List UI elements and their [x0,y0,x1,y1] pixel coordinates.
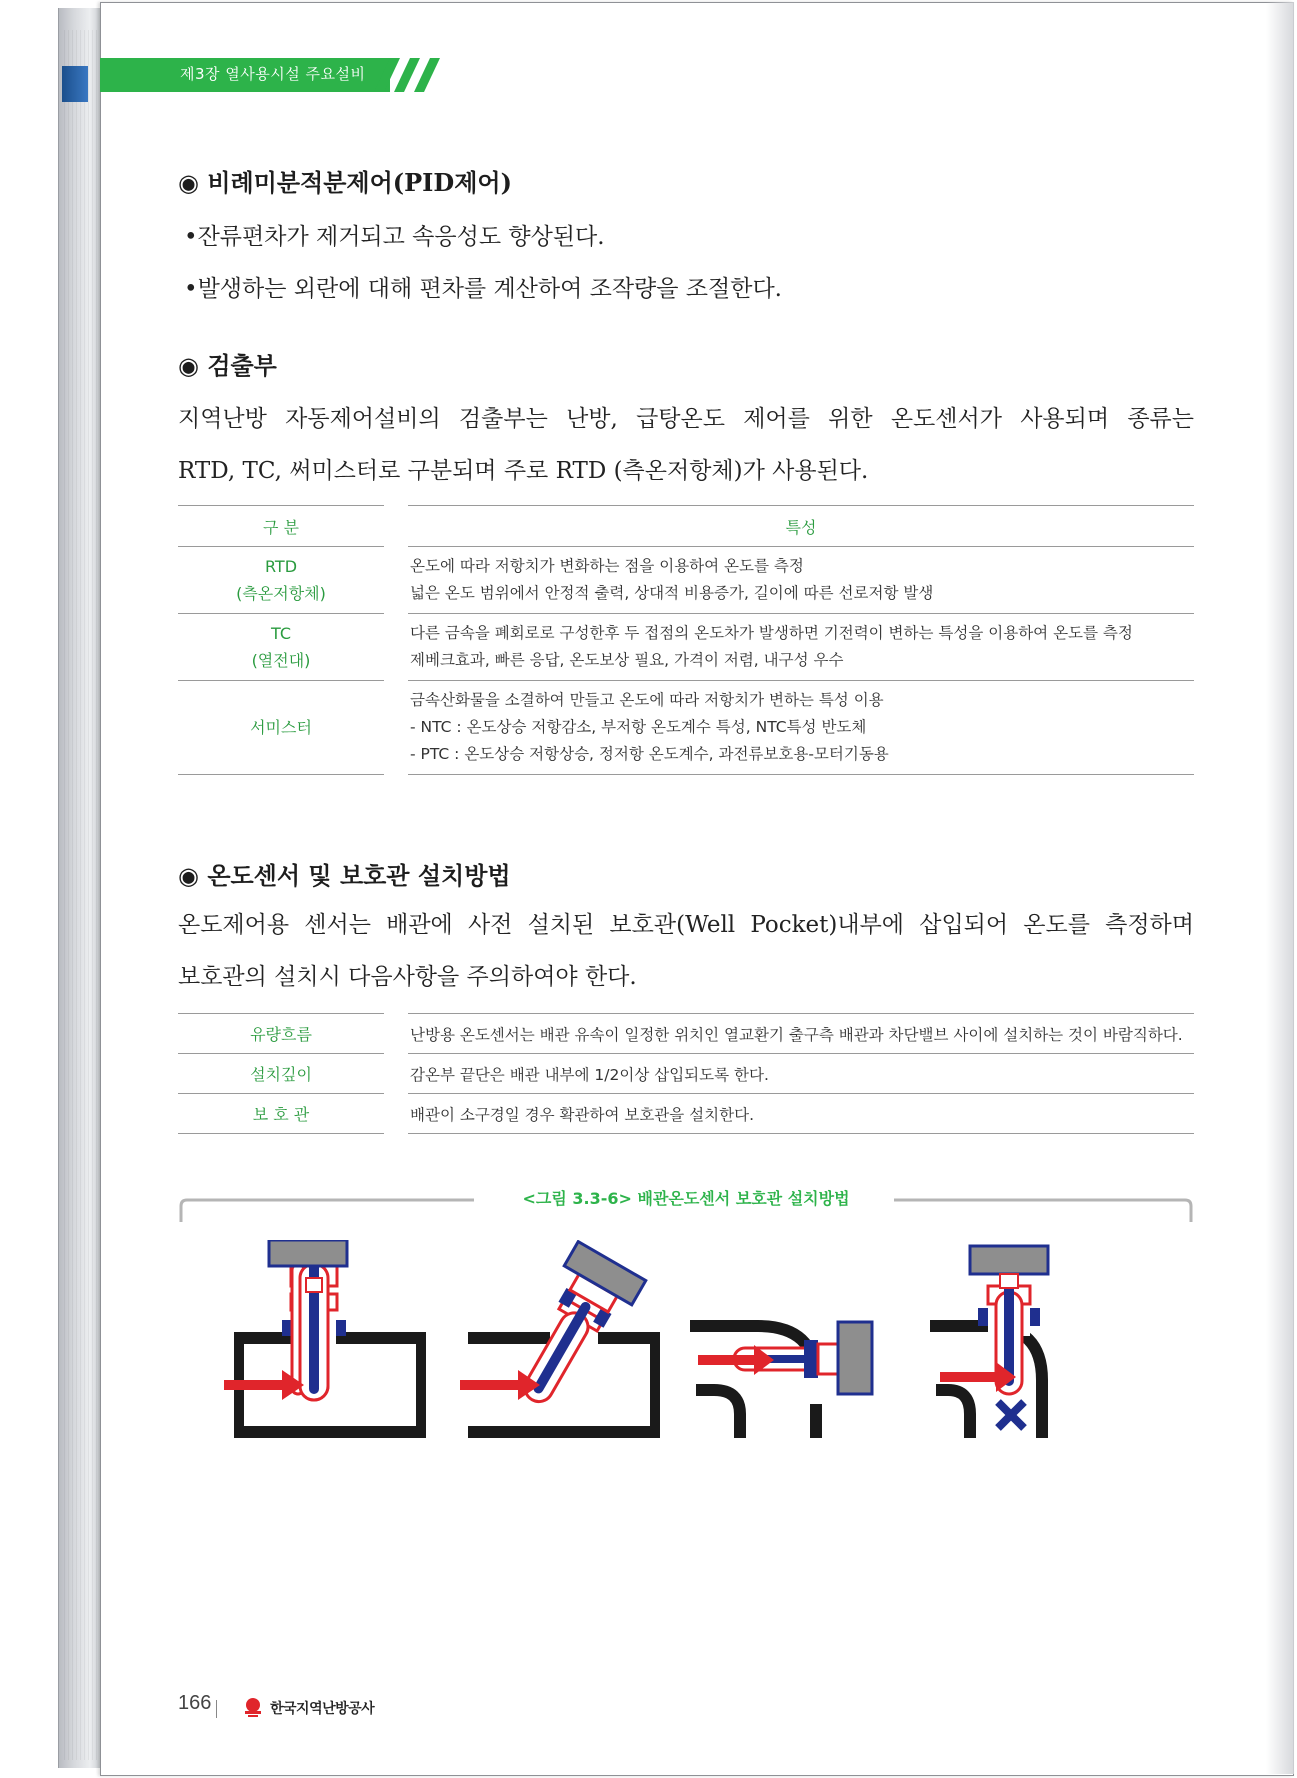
row-description: 금속산화물을 소결하여 만들고 온도에 따라 저항치가 변하는 특성 이용 - NTC : 온도상승 저항감소, 부저항 온도계수 특성, NTC특성 반도체 - PTC : 온도상승 저항상승, 정저항 온도계수, 과전류보호용-모터기동용 [408,681,1194,775]
row-category: 서미스터 [178,681,384,775]
installation-notes-table [178,1013,1194,1134]
sensor-type-table [178,505,1194,775]
chapter-title: 제3장 열사용시설 주요설비 [180,65,366,83]
table-row [178,547,1194,614]
table-header-row [178,506,1194,547]
detector-paragraph-line-1: 지역난방 자동제어설비의 검출부는 난방, 급탕온도 제어를 위한 온도센서가 사용되며 종류는 [178,406,1194,432]
table-row [178,614,1194,681]
row-description: 다른 금속을 폐회로로 구성한후 두 접점의 온도차가 발생하면 기전력이 변하는 특성을 이용하여 온도를 측정 제베크효과, 빠른 응답, 온도보상 필요, 가격이 저렴, 내구성 우수 [408,614,1194,681]
target-bullet-icon: ◉ [178,351,199,380]
row-category: RTD (측온저항체) [178,547,384,614]
row-category: 유량흐름 [178,1014,384,1054]
table-row [178,681,1194,775]
header-slash-decoration [374,58,450,92]
bullet-dot-icon: • [184,276,198,302]
pid-bullet-1: •잔류편차가 제거되고 속응성도 향상된다. [184,224,605,250]
organization-name: 한국지역난방공사 [270,1701,375,1717]
detector-section-title: 검출부 [207,351,277,380]
pid-section-heading [178,163,512,198]
diagram-elbow-horizontal [690,1320,872,1438]
install-section-heading [178,856,511,891]
row-description: 배관이 소구경일 경우 확관하여 보호관을 설치한다. [408,1094,1194,1134]
detector-section-heading [178,346,277,381]
row-category: TC (열전대) [178,614,384,681]
table-row [178,1094,1194,1134]
install-paragraph-line-1: 온도제어용 센서는 배관에 사전 설치된 보호관(Well Pocket)내부에 삽입되어 온도를 측정하며 [178,912,1194,938]
row-description: 온도에 따라 저항치가 변화하는 점을 이용하여 온도를 측정 넓은 온도 범위에서 안정적 출력, 상대적 비용증가, 길이에 따른 선로저항 발생 [408,547,1194,614]
book-edge-tab [62,66,88,102]
bullet-dot-icon: • [184,224,198,250]
diagram-elbow-vertical-wrong [930,1246,1048,1438]
page-shadow [1266,2,1294,1774]
table-header-characteristics: 특성 [408,506,1194,547]
row-description: 감온부 끝단은 배관 내부에 1/2이상 삽입되도록 한다. [408,1054,1194,1094]
diagram-angled-insertion [460,1242,660,1438]
row-category: 보 호 관 [178,1094,384,1134]
table-row [178,1054,1194,1094]
row-description: 난방용 온도센서는 배관 유속이 일정한 위치인 열교환기 출구측 배관과 차단밸브 사이에 설치하는 것이 바람직하다. [408,1014,1194,1054]
diagram-vertical-insertion [224,1240,426,1438]
install-section-title: 온도센서 및 보호관 설치방법 [207,861,511,890]
detector-paragraph-line-2: RTD, TC, 써미스터로 구분되며 주로 RTD (측온저항체)가 사용된다. [178,458,869,484]
row-category: 설치깊이 [178,1054,384,1094]
target-bullet-icon: ◉ [178,861,199,890]
page-number: 166 [178,1692,212,1714]
book-page-edges [64,30,100,1760]
table-header-category: 구 분 [178,506,384,547]
sensor-installation-diagram [178,1240,1194,1470]
pid-section-title: 비례미분적분제어(PID제어) [207,168,512,197]
install-paragraph-line-2: 보호관의 설치시 다음사항을 주의하여야 한다. [178,964,637,990]
wrong-x-icon [998,1402,1024,1428]
kdhc-logo-icon [242,1696,264,1718]
table-row [178,1014,1194,1054]
target-bullet-icon: ◉ [178,168,199,197]
figure-caption: <그림 3.3-6> 배관온도센서 보호관 설치방법 [522,1189,850,1208]
pid-bullet-2: •발생하는 외란에 대해 편차를 계산하여 조작량을 조절한다. [184,276,782,302]
footer-divider [216,1700,217,1718]
